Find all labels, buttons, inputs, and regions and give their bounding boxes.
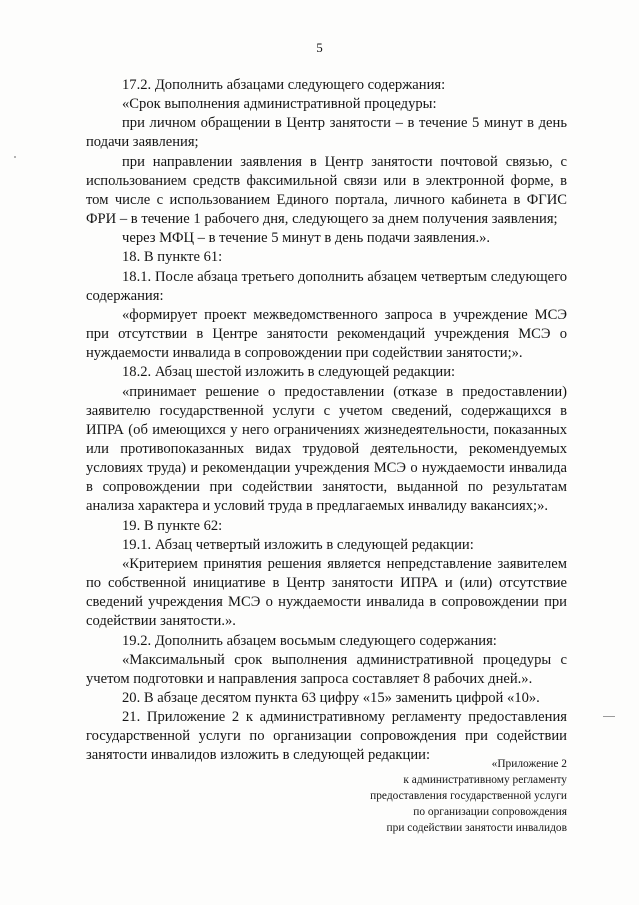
- scan-mark: [603, 716, 615, 717]
- paragraph-17-2: 17.2. Дополнить абзацами следующего содержания:: [122, 77, 446, 93]
- paragraph-19-2-quote: «Максимальный срок выполнения административной процедуры с учетом подготовки и направления запроса составляет 8 рабочих дней.».: [86, 651, 567, 687]
- appendix-line: по организации сопровождения: [413, 806, 567, 819]
- paragraph-18-2: 18.2. Абзац шестой изложить в следующей редакции:: [122, 364, 456, 381]
- paragraph-deadline-heading: «Срок выполнения административной процедуры:: [122, 96, 437, 113]
- page-number: 5: [316, 40, 323, 55]
- scan-speck: [14, 156, 16, 158]
- paragraph-mfc: через МФЦ – в течение 5 минут в день подачи заявления.».: [122, 230, 491, 247]
- paragraph-18-1-quote: «формирует проект межведомственного запроса в учреждение МСЭ при отсутствии в Центре занятости рекомендаций учреждения МСЭ о нуждаемости инвалида в сопровождении при содействии занятости;».: [86, 306, 567, 362]
- appendix-line: предоставления государственной услуги: [370, 790, 567, 803]
- paragraph-18-1: 18.1. После абзаца третьего дополнить абзацем четвертым следующего содержания:: [86, 268, 567, 304]
- paragraph-19: 19. В пункте 62:: [122, 517, 223, 534]
- paragraph-19-2: 19.2. Дополнить абзацем восьмым следующего содержания:: [122, 632, 497, 649]
- paragraph-21: 21. Приложение 2 к административному регламенту предоставления государственной услуги по организации сопровождения при содействии занятости инвалидов изложить в следующей редакции:: [86, 709, 567, 764]
- appendix-line: «Приложение 2: [491, 758, 567, 770]
- paragraph-19-1: 19.1. Абзац четвертый изложить в следующей редакции:: [122, 536, 474, 553]
- appendix-line: при содействии занятости инвалидов: [386, 822, 567, 835]
- appendix-heading: [307, 756, 567, 836]
- paragraph-19-1-quote: «Критерием принятия решения является непредставление заявителем по собственной инициативе в Центр занятости ИПРА и (или) отсутствие сведений учреждения МСЭ о нуждаемости инвалида в сопровождении при содействии занятости.».: [86, 555, 567, 630]
- paragraph-18-2-quote: «принимает решение о предоставлении (отказе в предоставлении) заявителю государственной услуги с учетом сведений, содержащихся в ИПРА (об имеющихся у него ограничениях жизнедеятельности, показанных или противопоказанных видах трудовой деятельности, рекомендуемых условиях труда) и рекомендации учреждения МСЭ о нуждаемости инвалида в сопровождении при содействии занятости, выданной по результатам анализа характера и условий труда в предлагаемых инвалиду вакансиях;».: [86, 383, 567, 515]
- paragraph-personal-visit: при личном обращении в Центр занятости – в течение 5 минут в день подачи заявления;: [86, 115, 567, 151]
- body-text: [86, 76, 567, 766]
- paragraph-18: 18. В пункте 61:: [122, 249, 223, 266]
- appendix-line: к административному регламенту: [403, 774, 567, 787]
- paragraph-20: 20. В абзаце десятом пункта 63 цифру «15» заменить цифрой «10».: [122, 690, 540, 706]
- paragraph-postal-electronic: при направлении заявления в Центр занятости почтовой связью, с использованием средств факсимильной связи или в электронной форме, в том числе с использованием Единого портала, личного кабинета в ФГИС ФРИ – в течение 1 рабочего дня, следующего за днем получения заявления;: [86, 153, 567, 228]
